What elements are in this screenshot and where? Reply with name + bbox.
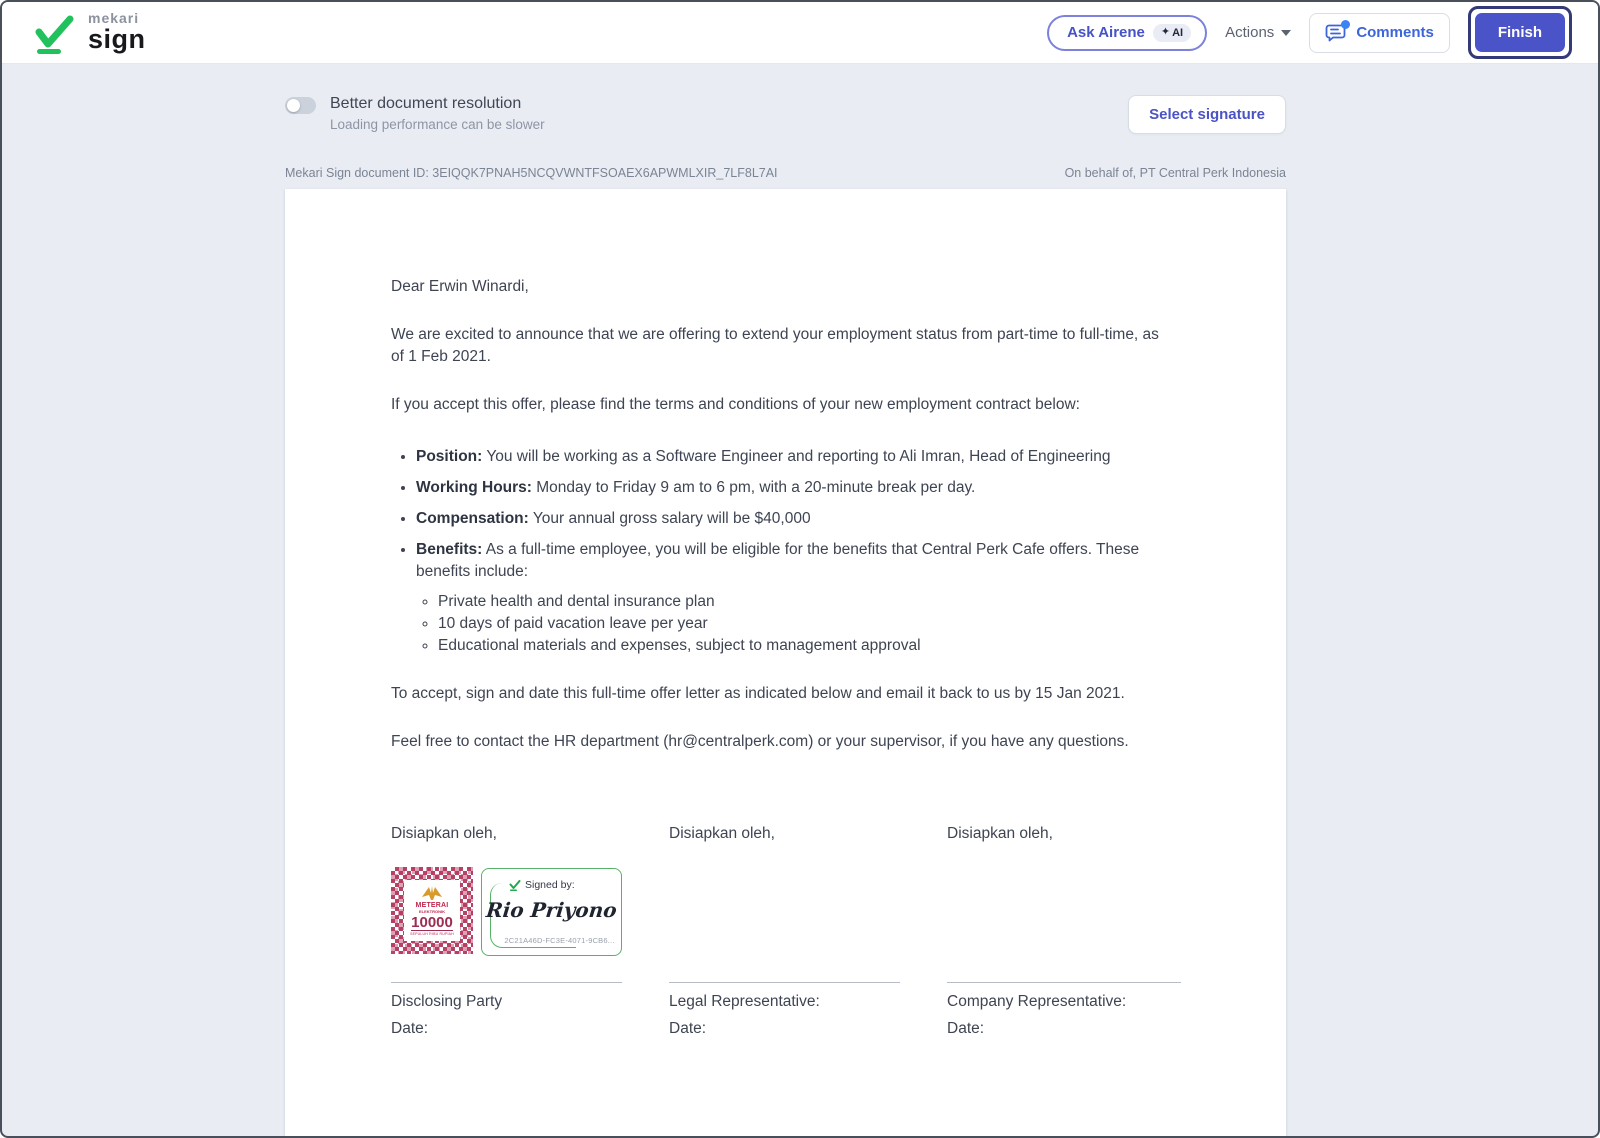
brand-word-sign: sign [88, 23, 146, 54]
actions-dropdown[interactable] [1225, 24, 1291, 41]
mekari-sign-logo [32, 11, 146, 55]
ask-airene-button[interactable] [1047, 15, 1207, 51]
notification-dot [1341, 20, 1350, 29]
letter-paragraph: We are excited to announce that we are offering to extend your employment status from part-time to full-time, as of 1 Feb 2021. [391, 326, 1159, 365]
signer-name: Rio Priyono [484, 898, 619, 922]
finish-button-highlight [1468, 6, 1572, 59]
signature-line [391, 982, 622, 983]
list-item: • Benefits: As a full-time employee, you will be eligible for the benefits that Central Perk Cafe offers. These benefits include: ◦ Private health and dental insurance plan ◦ 10 days of paid vacation leave per year ◦ Educational materials and expenses, subject to management approval [416, 539, 1176, 657]
signer-role-label: Legal Representative: [669, 993, 820, 1010]
comments-label: Comments [1356, 24, 1434, 41]
main-area [2, 64, 1598, 1138]
emeterai-stamp[interactable] [391, 867, 473, 954]
stamp-subtitle: ELEKTRONIK [419, 908, 445, 914]
actions-label: Actions [1225, 24, 1275, 41]
letter-paragraph: Feel free to contact the HR department (hr@centralperk.com) or your supervisor, if you have any questions. [391, 733, 1129, 750]
prepared-by-label: Disiapkan oleh, [669, 825, 775, 842]
prepared-by-label: Disiapkan oleh, [391, 825, 497, 842]
signature-line [947, 982, 1181, 983]
signature-box[interactable] [481, 868, 622, 956]
empty-signature-area[interactable] [669, 867, 900, 977]
signer-role-label: Disclosing Party [391, 993, 503, 1010]
green-check-icon [509, 880, 521, 891]
signature-column-legal-representative [669, 823, 900, 1040]
list-item: ◦ 10 days of paid vacation leave per year [438, 613, 1176, 635]
date-label: Date: [669, 1020, 707, 1037]
brand-word-mekari: mekari [88, 9, 140, 26]
signature-section [391, 823, 1176, 1040]
prepared-by-label: Disiapkan oleh, [947, 825, 1053, 842]
ask-airene-label: Ask Airene [1067, 24, 1145, 41]
stamp-title: METERAI [415, 901, 449, 909]
toggle-label: Better document resolution [330, 95, 522, 112]
list-item: • Working Hours: Monday to Friday 9 am to 6 pm, with a 20-minute break per day. [416, 477, 1176, 499]
toggle-knob [287, 99, 300, 112]
list-item: • Compensation: Your annual gross salary will be $40,000 [416, 508, 1176, 530]
list-item: • Position: You will be working as a Software Engineer and reporting to Ali Imran, Head of Engineering [416, 446, 1176, 468]
chevron-down-icon [1281, 30, 1291, 36]
signer-role-label: Company Representative: [947, 993, 1127, 1010]
stamp-value: 10000 [411, 913, 453, 931]
comment-bubble-icon [1325, 23, 1347, 43]
signature-column-company-representative [947, 823, 1181, 1040]
comments-button[interactable] [1309, 13, 1450, 53]
letter-paragraph: To accept, sign and date this full-time offer letter as indicated below and email it back to us by 15 Jan 2021. [391, 685, 1125, 702]
document-page [285, 189, 1286, 1138]
list-item: ◦ Private health and dental insurance plan [438, 591, 1176, 613]
date-label: Date: [391, 1020, 429, 1037]
select-signature-button[interactable]: Select signature [1128, 95, 1286, 134]
finish-button[interactable]: Finish [1475, 13, 1565, 52]
checkmark-logo-icon [32, 15, 76, 55]
empty-signature-area[interactable] [947, 867, 1181, 977]
sparkle-icon: ✦ [1160, 26, 1171, 38]
letter-greeting: Dear Erwin Winardi, [391, 278, 529, 295]
signature-line [669, 982, 900, 983]
garuda-emblem-icon [421, 885, 443, 901]
benefits-list [416, 591, 1176, 657]
signature-column-disclosing-party [391, 823, 622, 1040]
letter-paragraph: If you accept this offer, please find the terms and conditions of your new employment contract below: [391, 396, 1080, 413]
stamp-caption: SEPULUH RIBU RUPIAH [410, 931, 454, 936]
date-label: Date: [947, 1020, 985, 1037]
ai-badge [1153, 24, 1191, 42]
signed-by-label: Signed by: [525, 879, 575, 891]
on-behalf-text: On behalf of, PT Central Perk Indonesia [1064, 166, 1286, 180]
document-id-text: Mekari Sign document ID: 3EIQQK7PNAH5NCQVWNTFSOAEX6APWMLXIR_7LF8L7AI [285, 166, 778, 180]
toggle-sublabel: Loading performance can be slower [330, 117, 545, 132]
top-header [2, 2, 1598, 64]
terms-list [391, 446, 1176, 657]
document-resolution-toggle[interactable] [285, 97, 316, 114]
list-item: ◦ Educational materials and expenses, subject to management approval [438, 635, 1176, 657]
signature-id: 2C21A46D-FC3E-4071-9CB6... [504, 936, 615, 945]
ai-badge-label: AI [1172, 26, 1184, 39]
